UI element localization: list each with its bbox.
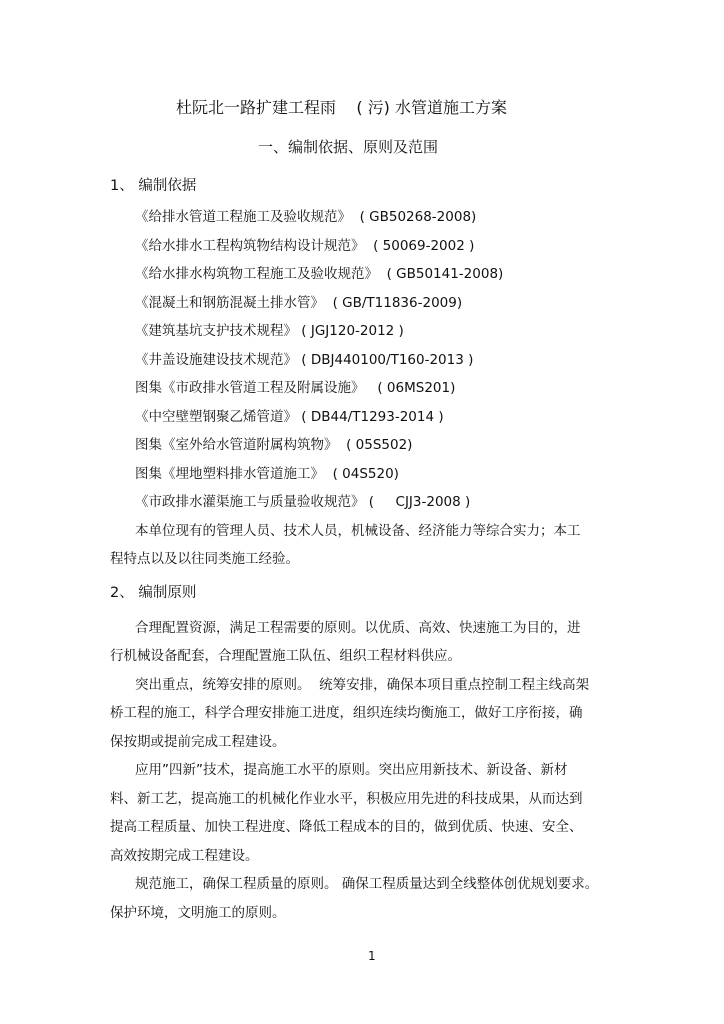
reference-item: 《井盖设施建设技术规范》 ( DBJ440100/T160-2013 ) [135,352,474,368]
page-number: 1 [368,949,376,963]
paragraph-line: 行机械设备配套，合理配置施工队伍、组织工程材料供应。 [110,648,461,664]
reference-item: 图集《市政排水管道工程及附属设施》 ( 06MS201) [135,380,456,396]
paragraph-line: 本单位现有的管理人员、技术人员，机械设备、经济能力等综合实力；本工 [135,523,581,539]
paragraph-line: 高效按期完成工程建设。 [110,848,259,864]
reference-item: 《给水排水构筑物工程施工及验收规范》 ( GB50141-2008) [135,266,504,282]
paragraph-line: 规范施工，确保工程质量的原则。 确保工程质量达到全线整体创优规划要求。 [135,876,599,892]
reference-item: 图集《埋地塑料排水管道施工》 ( 04S520) [135,466,399,482]
paragraph-line: 提高工程质量、加快工程进度、降低工程成本的目的，做到优质、快速、安全、 [110,819,583,835]
principles-heading: 2、 编制原则 [110,585,197,601]
reference-item: 《中空壁塑钢聚乙烯管道》 ( DB44/T1293-2014 ) [135,409,444,425]
page-title: 杜阮北一路扩建工程雨 ( 污) 水管道施工方案 [176,98,508,117]
reference-item: 《建筑基坑支护技术规程》 ( JGJ120-2012 ) [135,323,404,339]
basis-heading: 1、 编制依据 [110,178,197,194]
section-heading: 一、编制依据、原则及范围 [258,138,439,156]
reference-item: 《市政排水灌渠施工与质量验收规范》 ( CJJ3-2008 ) [135,494,471,510]
reference-item: 《给排水管道工程施工及验收规范》 ( GB50268-2008) [135,209,477,225]
paragraph-line: 料、新工艺，提高施工的机械化作业水平，积极应用先进的科技成果，从而达到 [110,791,583,807]
paragraph-line: 程特点以及以往同类施工经验。 [110,551,299,567]
paragraph-line: 保按期或提前完成工程建设。 [110,734,286,750]
reference-item: 图集《室外给水管道附属构筑物》 ( 05S502) [135,437,413,453]
paragraph-line: 桥工程的施工，科学合理安排施工进度，组织连续均衡施工，做好工序衔接，确 [110,705,583,721]
reference-item: 《给水排水工程构筑物结构设计规范》 ( 50069-2002 ) [135,238,475,254]
paragraph-line: 合理配置资源，满足工程需要的原则。以优质、高效、快速施工为目的，进 [135,620,581,636]
paragraph-line: 突出重点，统筹安排的原则。 统筹安排，确保本项目重点控制工程主线高架 [135,677,590,693]
paragraph-line: 保护环境，文明施工的原则。 [110,905,286,921]
paragraph-line: 应用”四新”技术，提高施工水平的原则。突出应用新技术、新设备、新材 [135,762,568,778]
reference-item: 《混凝土和钢筋混凝土排水管》 ( GB/T11836-2009) [135,295,463,311]
